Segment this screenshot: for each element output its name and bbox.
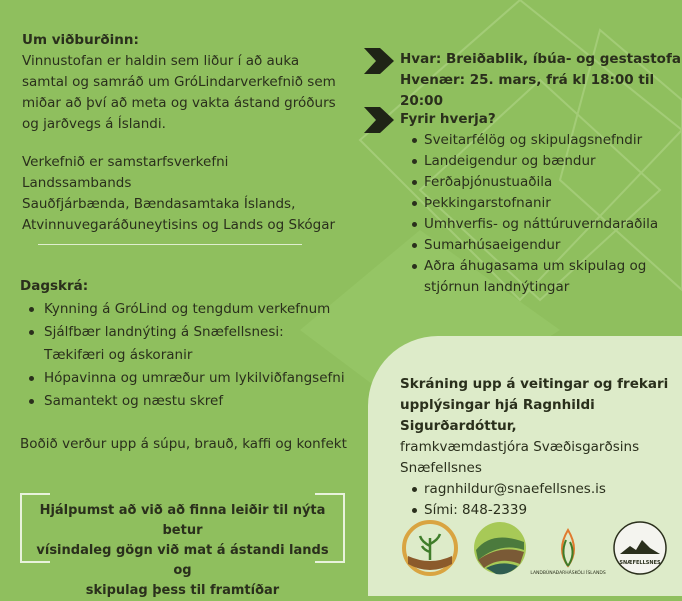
cta-line: Hjálpumst að við að finna leiðir til nýta betur	[39, 503, 326, 538]
snaefellsnes-logo	[612, 520, 668, 576]
audience-title: Fyrir hverja?	[400, 111, 496, 127]
agenda-item	[20, 298, 350, 321]
landssamband-logo	[472, 520, 528, 576]
registration-title: Skráning upp á veitingar og frekari	[400, 376, 669, 392]
snaefellsnes-logo-text: SNÆFELLSNES	[619, 560, 661, 566]
agenda-section	[20, 275, 350, 413]
audience-item-continuation: stjórnun landnýtingar	[424, 279, 570, 295]
cta-line: skipulag þess til framtíðar	[85, 583, 280, 598]
contact-phone: Sími: 848-2339	[400, 500, 675, 521]
registration-section	[400, 374, 675, 521]
contact-role: framkvæmdastjóra Svæðisgarðsins	[400, 439, 640, 455]
audience-item: Umhverfis- og náttúruverndaraðila	[400, 214, 670, 235]
contact-list	[400, 479, 675, 521]
contact-email[interactable]: ragnhildur@snaefellsnes.is	[400, 479, 675, 500]
grolind-logo	[402, 520, 458, 576]
about-line: Vinnustofan er haldin sem liður í að auka	[22, 53, 300, 69]
partners-line: Verkefnið er samstarfsverkefni Landssambands	[22, 154, 229, 191]
agenda-item-text: Hópavinna og umræður um lykilviðfangsefni	[44, 370, 345, 386]
agenda-item	[20, 390, 350, 413]
location-time-block	[400, 49, 682, 112]
audience-list	[400, 130, 670, 298]
partners-section	[22, 152, 342, 236]
audience-section	[400, 109, 670, 298]
lbhi-university-logo	[530, 520, 606, 576]
agenda-item-continuation: Tækifæri og áskoranir	[44, 347, 193, 363]
about-line: samtal og samráð um GróLindarverkefnið sem	[22, 74, 336, 90]
audience-item: Ferðaþjónustuaðila	[400, 172, 670, 193]
audience-item: Landeigendur og bændur	[400, 151, 670, 172]
audience-item: Sumarhúsaeigendur	[400, 235, 670, 256]
section-divider	[38, 244, 302, 245]
about-title: Um viðburðinn:	[22, 32, 139, 48]
cta-line: vísindaleg gögn við mat á ástandi lands og	[36, 543, 329, 578]
call-to-action-box	[20, 493, 345, 598]
agenda-item	[20, 321, 350, 367]
agenda-item	[20, 367, 350, 390]
partners-line: Sauðfjárbænda, Bændasamtaka Íslands,	[22, 196, 296, 212]
agenda-item-text: Kynning á GróLind og tengdum verkefnum	[44, 301, 331, 317]
arrow-right-icon	[364, 48, 394, 74]
arrow-right-icon	[364, 107, 394, 133]
agenda-list	[20, 298, 350, 413]
location-text: Hvar: Breiðablik, íbúa- og gestastofa	[400, 51, 681, 67]
audience-item	[400, 256, 670, 298]
partners-line: Atvinnuvegaráðuneytisins og Lands og Skógar	[22, 217, 336, 233]
agenda-title: Dagskrá:	[20, 278, 89, 294]
time-text: Hvenær: 25. mars, frá kl 18:00 til 20:00	[400, 72, 655, 109]
call-to-action-text	[32, 501, 333, 601]
audience-item: Sveitarfélög og skipulagsnefndir	[400, 130, 670, 151]
refreshments-note: Boðið verður upp á súpu, brauð, kaffi og konfekt	[20, 436, 347, 452]
about-line: og jarðvegs á Íslandi.	[22, 116, 166, 132]
audience-item-text: Aðra áhugasama um skipulag og	[424, 258, 647, 274]
agenda-item-text: Sjálfbær landnýting á Snæfellsnesi:	[44, 324, 284, 340]
about-section	[22, 30, 342, 135]
audience-item: Þekkingarstofnanir	[400, 193, 670, 214]
agenda-item-text: Samantekt og næstu skref	[44, 393, 224, 409]
lbhi-logo-text: LANDBÚNAÐARHÁSKÓLI ÍSLANDS	[530, 571, 606, 576]
about-line: miðar að því að meta og vakta ástand gróðurs	[22, 95, 336, 111]
contact-organization: Snæfellsnes	[400, 460, 482, 476]
registration-title: upplýsingar hjá Ragnhildi Sigurðardóttur,	[400, 397, 595, 434]
